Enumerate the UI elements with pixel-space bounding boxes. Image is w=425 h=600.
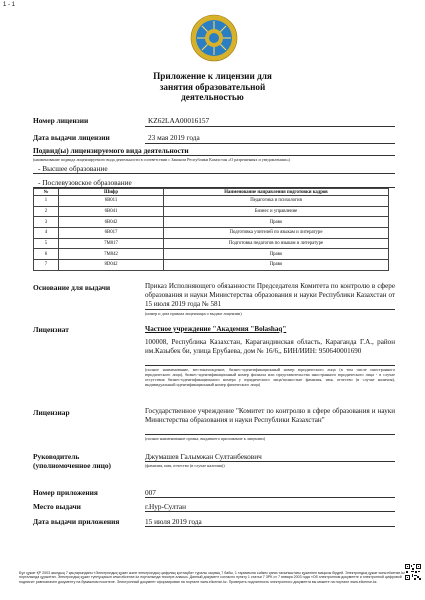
header-direction: Наименование направления подготовки кадров bbox=[164, 189, 389, 196]
basis-label: Основание для выдачи bbox=[33, 283, 111, 292]
row-direction: Право bbox=[164, 217, 389, 228]
license-date-label: Дата выдачи лицензии bbox=[33, 133, 110, 142]
table-row bbox=[34, 206, 389, 217]
licensee-name: Частное учреждение "Академия "Bolashaq" bbox=[145, 325, 287, 333]
table-row bbox=[34, 217, 389, 228]
licensee-address: 100008, Республика Казахстан, Карагандинская область, Караганда Г.А., район им.Казыбек би, улица Ерубаева, дом № 16/6,, БИН/ИИН: 950640001690 bbox=[145, 338, 395, 355]
row-code: 8D042 bbox=[59, 260, 164, 271]
row-direction: Бизнес и управление bbox=[164, 206, 389, 217]
table-row bbox=[34, 196, 389, 207]
title-line-2: занятия образовательной bbox=[159, 81, 266, 92]
qr-code-icon bbox=[405, 564, 421, 580]
header-number: № bbox=[34, 189, 59, 196]
basis-note: (номер и дата приказа лицензиара о выдаче лицензии) bbox=[145, 311, 242, 316]
subtype-postgraduate-education: - Послевузовское образование bbox=[38, 178, 132, 187]
row-number: 5 bbox=[34, 238, 59, 249]
document-title bbox=[100, 71, 325, 103]
basis-text: Приказ Исполняющего обязанности Председателя Комитета по контролю в сфере образования и науки Министерства образования и науки Республики Казахстан от 15 июля 2019 года № 581 bbox=[145, 282, 395, 308]
table-row bbox=[34, 260, 389, 271]
table-header-row bbox=[34, 189, 389, 196]
row-direction: Право bbox=[164, 249, 389, 260]
row-number: 3 bbox=[34, 217, 59, 228]
row-direction: Подготовка педагогов по языкам и литературе bbox=[164, 238, 389, 249]
row-code: 6B017 bbox=[59, 228, 164, 239]
license-number-value: KZ62LAA00016157 bbox=[148, 116, 210, 125]
title-line-3: деятельностью bbox=[181, 92, 244, 103]
row-direction: Право bbox=[164, 260, 389, 271]
row-number: 4 bbox=[34, 228, 59, 239]
head-value: Джумашев Галымжан Султанбекович bbox=[145, 452, 262, 461]
row-number: 2 bbox=[34, 206, 59, 217]
licensor-text: Государственное учреждение "Комитет по контролю в сфере образования и науки Министерства образования и науки Республики Казахстан" bbox=[145, 407, 395, 424]
license-date-value: 23 мая 2019 года bbox=[148, 133, 200, 142]
kazakhstan-emblem-icon bbox=[190, 14, 238, 62]
head-label-line-2: (уполномоченное лицо) bbox=[33, 461, 112, 470]
license-number-label: Номер лицензии bbox=[33, 116, 89, 125]
header-code: Шифр bbox=[59, 189, 164, 196]
row-number: 6 bbox=[34, 249, 59, 260]
head-note: (фамилия, имя, отчество (в случае наличия)) bbox=[145, 463, 225, 468]
row-direction: Подготовка учителей по языкам и литературе bbox=[164, 228, 389, 239]
licensee-label: Лицензиат bbox=[33, 325, 69, 334]
appendix-number-value: 007 bbox=[145, 488, 156, 497]
subtypes-label: Подвид(ы) лицензируемого вида деятельности bbox=[33, 146, 189, 155]
row-number: 7 bbox=[34, 260, 59, 271]
appendix-date-label: Дата выдачи приложения bbox=[33, 517, 120, 526]
subtypes-note: (наименование подвида лицензируемого вида деятельности в соответствии с Законом Республики Казахстан «О разрешениях и уведомлениях») bbox=[33, 157, 291, 162]
place-label: Место выдачи bbox=[33, 502, 81, 511]
table-row bbox=[34, 238, 389, 249]
title-line-1: Приложение к лицензии для bbox=[153, 71, 272, 81]
training-directions-table bbox=[33, 188, 389, 271]
licensor-label: Лицензиар bbox=[33, 408, 70, 417]
row-code: 6B011 bbox=[59, 196, 164, 207]
licensee-note: (полное наименование, местонахождение, бизнес-идентификационный номер юридического лица (в том числе иностранного юридического лица), бизнес-идентификационный номер филиала или представительства иностранного юридического лица - в случае отсутствия бизнес-идентификационного номера у юридического лица/полностью фамилия, имя, отчество (в случае наличия), индивидуальный идентификационный номер физического лица) bbox=[145, 367, 395, 387]
appendix-date-value: 15 июля 2019 года bbox=[145, 517, 202, 526]
page-number: 1 - 1 bbox=[3, 2, 16, 8]
row-code: 7M017 bbox=[59, 238, 164, 249]
table-row bbox=[34, 228, 389, 239]
row-number: 1 bbox=[34, 196, 59, 207]
row-code: 6B041 bbox=[59, 206, 164, 217]
head-label bbox=[33, 452, 111, 470]
subtype-higher-education: - Высшее образование bbox=[38, 164, 108, 173]
row-code: 7M042 bbox=[59, 249, 164, 260]
head-label-line-1: Руководитель bbox=[33, 452, 80, 461]
row-code: 6B042 bbox=[59, 217, 164, 228]
appendix-number-label: Номер приложения bbox=[33, 488, 98, 497]
legal-footer: Бұл құжат ҚР 2003 жылдың 7 қаңтарындағы «Электрондық құжат және электрондық цифрлық қолтаңба» туралы заңның 7 бабы, 1 тармағына сәйкес қағаз тасығыштағы құжатпен маңызы бірдей. Электрондық құжат www.elicense.kz порталында құрылған. Электрондық құжат түпнұсқасын www.elicense.kz порталында тексере аласыз. Данный документ согласно пункту 1 статьи 7 ЗРК от 7 января 2003 года «Об электронном документе и электронной цифровой подписи» равнозначен документу на бумажном носителе. Электронный документ сформирован на портале www.elicense.kz. Проверить подлинность электронного документа вы можете на портале www.elicense.kz. bbox=[19, 571, 405, 584]
table-row bbox=[34, 249, 389, 260]
licensor-note: (полное наименование органа, выдавшего приложение к лицензии) bbox=[145, 436, 265, 441]
row-direction: Педагогика и психология bbox=[164, 196, 389, 207]
place-value: г.Нур-Султан bbox=[145, 502, 187, 511]
